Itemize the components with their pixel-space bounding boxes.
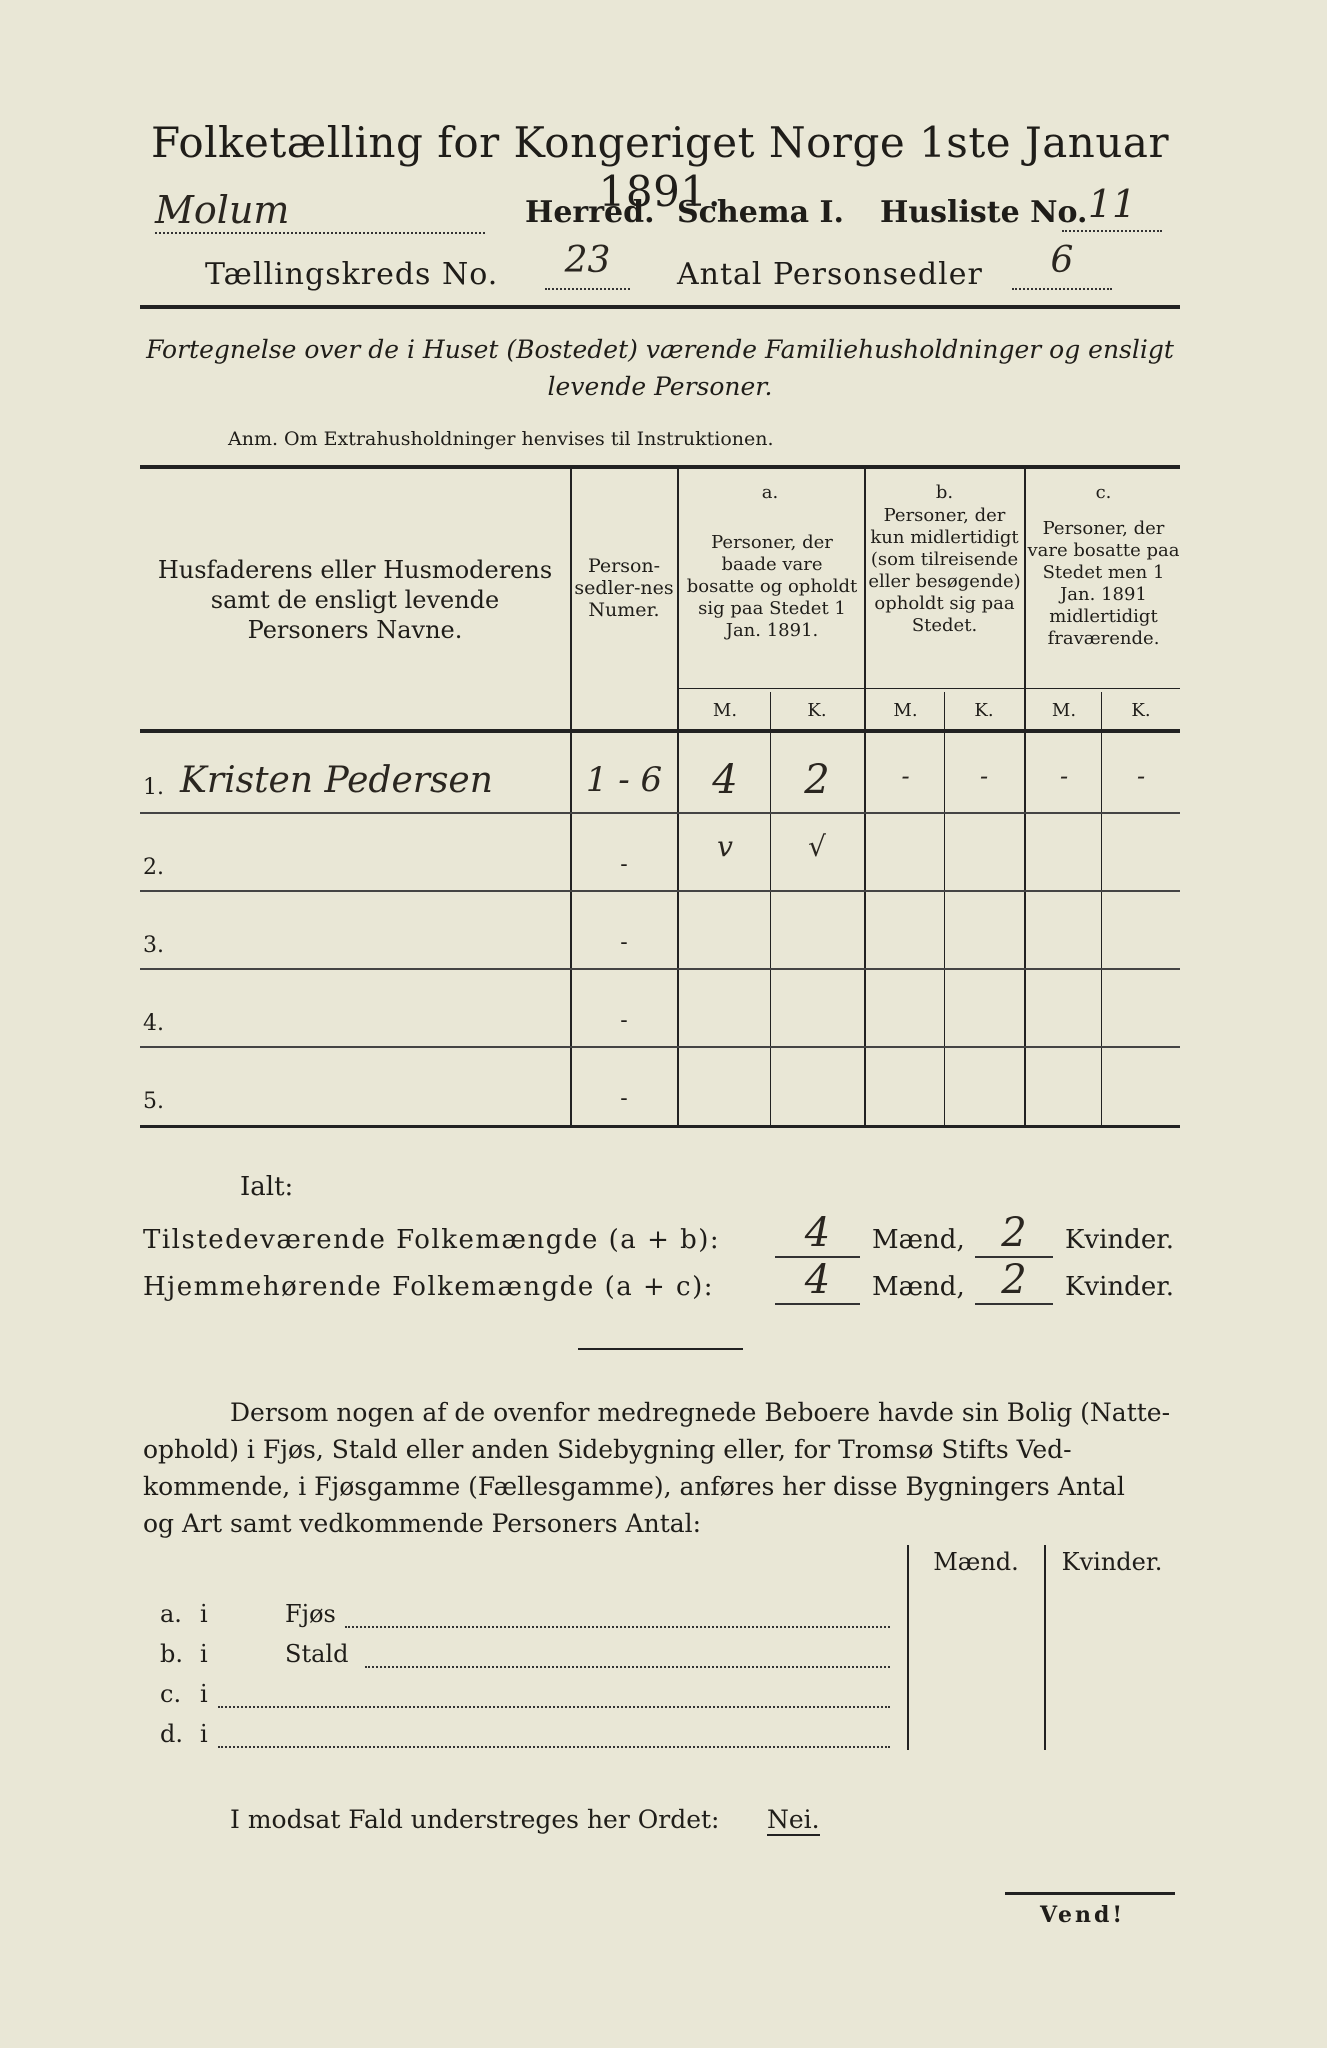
list-letter-c: c. bbox=[160, 1680, 182, 1708]
tilstede-kvinder-value: 2 bbox=[975, 1210, 1053, 1258]
col-divider-3 bbox=[864, 467, 866, 1125]
row-number-3: 3. bbox=[143, 933, 164, 958]
list-letter-a: a. bbox=[160, 1600, 182, 1628]
hjemme-maend-label: Mænd, bbox=[872, 1272, 965, 1302]
row-bm-1: - bbox=[901, 762, 910, 790]
row-am-2: v bbox=[717, 830, 733, 863]
buildings-kvinder-header: Kvinder. bbox=[1061, 1548, 1163, 1576]
row-num-2: - bbox=[620, 852, 628, 877]
row-num-4: - bbox=[620, 1008, 628, 1033]
col-a-mk-divider bbox=[770, 692, 771, 1125]
tilstede-kvinder-label: Kvinder. bbox=[1065, 1225, 1175, 1255]
row-rule-3 bbox=[140, 968, 1180, 970]
col-divider-2 bbox=[677, 467, 679, 1125]
row-number-5: 5. bbox=[143, 1089, 164, 1114]
row-bk-1: - bbox=[979, 762, 989, 790]
separator-rule bbox=[578, 1348, 743, 1350]
col-b-letter: b. bbox=[935, 482, 954, 503]
antal-value: 6 bbox=[1012, 240, 1112, 290]
nei-word: Nei. bbox=[767, 1805, 820, 1834]
paragraph-line-3: kommende, i Fjøsgamme (Fællesgamme), anføres her disse Bygningers Antal bbox=[143, 1472, 1125, 1501]
kreds-value: 23 bbox=[545, 240, 630, 290]
vend-label: Vend! bbox=[1040, 1902, 1126, 1928]
list-text-fjos: Fjøs bbox=[285, 1600, 336, 1628]
col-a-k-label: K. bbox=[807, 700, 827, 721]
row-num-3: - bbox=[620, 930, 628, 955]
col-b-m-label: M. bbox=[893, 700, 918, 721]
row-num-5: - bbox=[620, 1086, 628, 1111]
paragraph-line-1: Dersom nogen af de ovenfor medregnede Beboere havde sin Bolig (Natte- bbox=[230, 1398, 1171, 1427]
list-dots-d bbox=[218, 1720, 890, 1748]
paragraph-line-2: ophold) i Fjøs, Stald eller anden Sidebygning eller, for Tromsø Stifts Ved- bbox=[143, 1435, 1072, 1464]
col-a-letter: a. bbox=[761, 482, 779, 503]
list-letter-d: d. bbox=[160, 1720, 183, 1748]
row-cm-1: - bbox=[1059, 762, 1069, 790]
col-b-k-label: K. bbox=[974, 700, 994, 721]
tilstede-maend-value: 4 bbox=[775, 1210, 860, 1258]
list-letter-b: b. bbox=[160, 1640, 183, 1668]
schema-label: Schema I. bbox=[677, 195, 844, 230]
col-num-header: Person-sedler-nes Numer. bbox=[574, 555, 674, 621]
row-am-1: 4 bbox=[712, 757, 738, 803]
subtitle-line-2: levende Personer. bbox=[547, 372, 773, 401]
herred-label: Herred. bbox=[525, 195, 655, 230]
row-rule-1 bbox=[140, 812, 1180, 814]
col-c-k-label: K. bbox=[1131, 700, 1151, 721]
col-b-header: Personer, der kun midlertidigt (som tilreisende eller besøgende) opholdt sig paa Stedet. bbox=[868, 505, 1021, 636]
modsat-text: I modsat Fald understreges her Ordet: bbox=[230, 1805, 720, 1834]
row-number-4: 4. bbox=[143, 1011, 164, 1036]
header-rule bbox=[140, 305, 1180, 309]
col-c-mk-divider bbox=[1101, 692, 1102, 1125]
vend-rule bbox=[1005, 1892, 1175, 1895]
list-text-stald: Stald bbox=[285, 1640, 349, 1668]
row-ak-2: √ bbox=[808, 830, 826, 863]
col-a-m-label: M. bbox=[712, 700, 738, 721]
col-b-mk-divider bbox=[944, 692, 945, 1125]
row-rule-4 bbox=[140, 1046, 1180, 1048]
subtitle-line-1: Fortegnelse over de i Huset (Bostedet) værende Familiehusholdninger og ensligt bbox=[146, 335, 1174, 364]
herred-value: Molum bbox=[155, 188, 485, 234]
col-name-header: Husfaderens eller Husmoderens samt de ensligt levende Personers Navne. bbox=[157, 556, 553, 644]
list-dots-a bbox=[345, 1600, 890, 1628]
table-bottom-rule bbox=[140, 1125, 1180, 1128]
list-dots-b bbox=[365, 1640, 890, 1668]
anm-note: Anm. Om Extrahusholdninger henvises til Instruktionen. bbox=[228, 428, 774, 450]
list-i-d: i bbox=[200, 1720, 208, 1748]
mk-header-rule bbox=[677, 688, 1180, 689]
row-num-1: 1 - 6 bbox=[585, 760, 663, 800]
row-number-1: 1. bbox=[143, 775, 164, 800]
paragraph-line-4: og Art samt vedkommende Personers Antal: bbox=[143, 1509, 702, 1538]
row-ak-1: 2 bbox=[804, 757, 830, 803]
buildings-divider-2 bbox=[1044, 1545, 1046, 1750]
col-a-header: Personer, der baade vare bosatte og opholdt sig paa Stedet 1 Jan. 1891. bbox=[686, 532, 858, 641]
row-name-1: Kristen Pedersen bbox=[180, 760, 493, 801]
row-rule-2 bbox=[140, 890, 1180, 892]
hjemme-kvinder-value: 2 bbox=[975, 1257, 1053, 1305]
husliste-value: 11 bbox=[1062, 182, 1162, 232]
row-ck-1: - bbox=[1136, 762, 1146, 790]
col-c-header: Personer, der vare bosatte paa Stedet men 1 Jan. 1891 midlertidigt fraværende. bbox=[1027, 518, 1180, 649]
col-c-m-label: M. bbox=[1051, 700, 1077, 721]
kreds-label: Tællingskreds No. bbox=[205, 257, 499, 292]
husliste-label: Husliste No. bbox=[880, 195, 1088, 230]
list-i-a: i bbox=[200, 1600, 208, 1628]
tilstede-label: Tilstedeværende Folkemængde (a + b): bbox=[143, 1225, 721, 1255]
buildings-divider-1 bbox=[907, 1545, 909, 1750]
row-number-2: 2. bbox=[143, 855, 164, 880]
buildings-maend-header: Mænd. bbox=[933, 1548, 1019, 1576]
ialt-label: Ialt: bbox=[240, 1172, 294, 1202]
hjemme-maend-value: 4 bbox=[775, 1257, 860, 1305]
antal-label: Antal Personsedler bbox=[677, 257, 983, 292]
list-dots-c bbox=[218, 1680, 890, 1708]
hjemme-label: Hjemmehørende Folkemængde (a + c): bbox=[143, 1272, 714, 1302]
list-i-c: i bbox=[200, 1680, 208, 1708]
tilstede-maend-label: Mænd, bbox=[872, 1225, 965, 1255]
form-title: Folketælling for Kongeriget Norge 1ste Januar 1891. bbox=[150, 118, 1170, 216]
col-c-letter: c. bbox=[1095, 482, 1112, 503]
col-divider-4 bbox=[1024, 467, 1026, 1125]
hjemme-kvinder-label: Kvinder. bbox=[1065, 1272, 1175, 1302]
list-i-b: i bbox=[200, 1640, 208, 1668]
